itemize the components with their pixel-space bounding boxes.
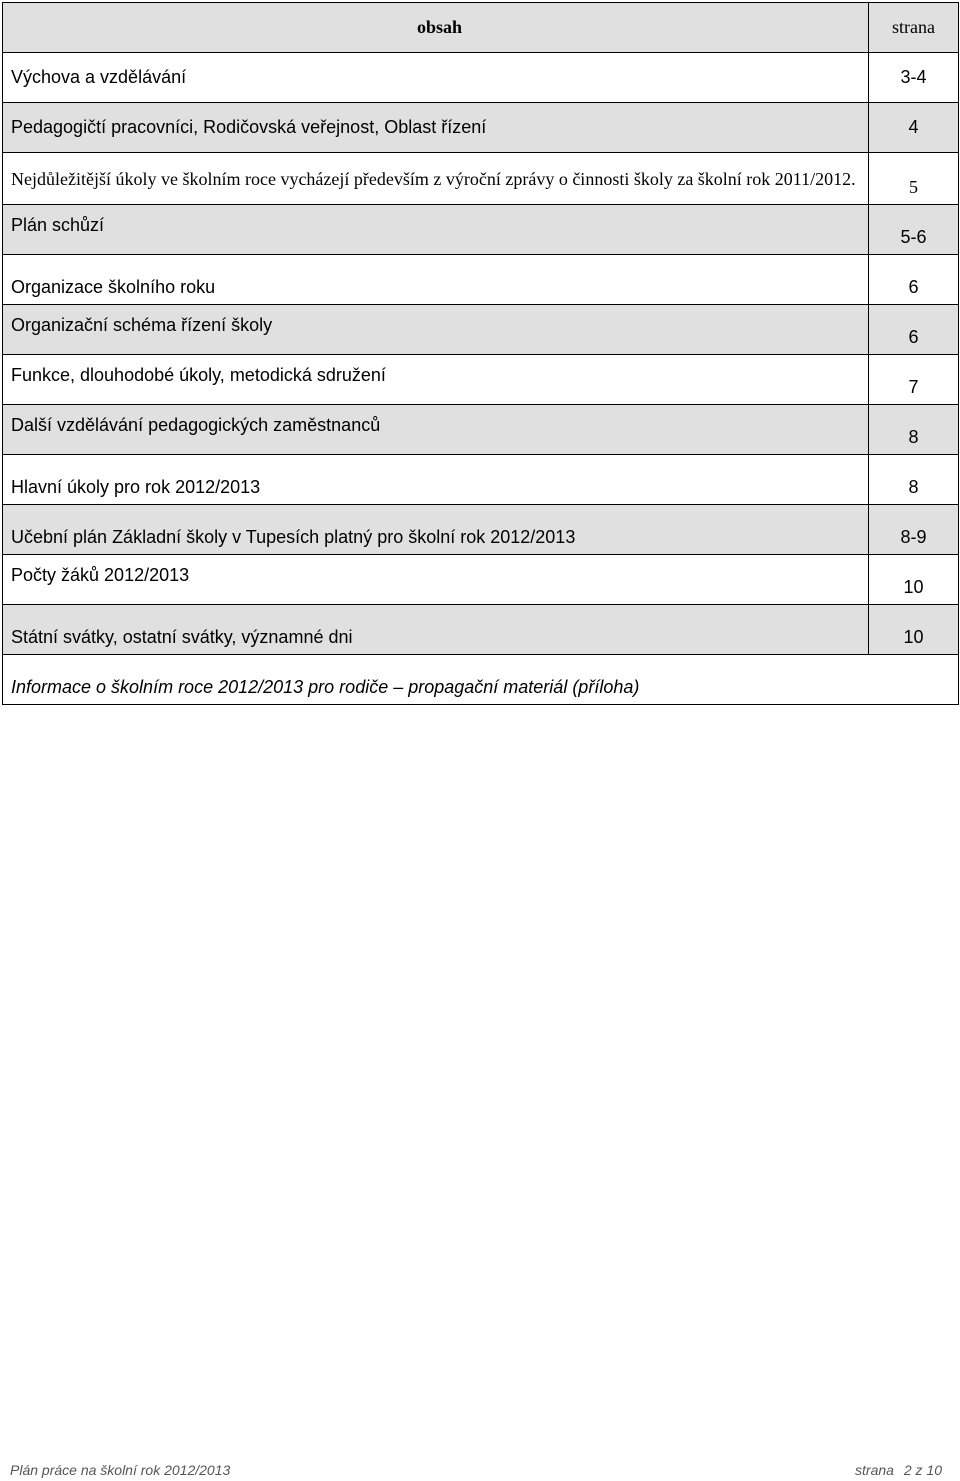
toc-row	[3, 605, 959, 655]
toc-row	[3, 355, 959, 405]
toc-row	[3, 205, 959, 255]
footer-page-number	[849, 1462, 942, 1478]
toc-row	[3, 655, 959, 705]
toc-row-title: Informace o školním roce 2012/2013 pro rodiče – propagační materiál (příloha)	[3, 655, 959, 705]
toc-row-page: 8	[869, 405, 959, 455]
toc-row-title: Organizační schéma řízení školy	[3, 305, 869, 355]
footer-document-title: Plán práce na školní rok 2012/2013	[10, 1462, 231, 1478]
toc-row-title: Počty žáků 2012/2013	[3, 555, 869, 605]
toc-row-title: Další vzdělávání pedagogických zaměstnanců	[3, 405, 869, 455]
toc-row	[3, 405, 959, 455]
toc-row-page: 3-4	[869, 53, 959, 103]
toc-row-title: Výchova a vzdělávání	[3, 53, 869, 103]
toc-row-title: Učební plán Základní školy v Tupesích platný pro školní rok 2012/2013	[3, 505, 869, 555]
toc-row	[3, 455, 959, 505]
toc-row-title: Hlavní úkoly pro rok 2012/2013	[3, 455, 869, 505]
toc-row	[3, 103, 959, 153]
toc-heading: obsah	[3, 3, 869, 53]
toc-row-page: 8	[869, 455, 959, 505]
toc-row-page: 6	[869, 255, 959, 305]
toc-row-title: Státní svátky, ostatní svátky, významné dni	[3, 605, 869, 655]
toc-row-page: 5	[869, 153, 959, 205]
toc-row	[3, 555, 959, 605]
toc-row-page: 6	[869, 305, 959, 355]
toc-row-page: 10	[869, 555, 959, 605]
toc-row-title: Plán schůzí	[3, 205, 869, 255]
toc-row-page: 5-6	[869, 205, 959, 255]
toc-row	[3, 53, 959, 103]
toc-row	[3, 255, 959, 305]
footer-page-value: 2 z 10	[903, 1462, 942, 1478]
toc-row-title: Funkce, dlouhodobé úkoly, metodická sdružení	[3, 355, 869, 405]
toc-row-page: 10	[869, 605, 959, 655]
toc-row-title: Organizace školního roku	[3, 255, 869, 305]
toc-row-title: Pedagogičtí pracovníci, Rodičovská veřejnost, Oblast řízení	[3, 103, 869, 153]
toc-row	[3, 153, 959, 205]
toc-header-row	[3, 3, 959, 53]
table-of-contents	[2, 2, 959, 705]
toc-row	[3, 305, 959, 355]
toc-page-heading: strana	[869, 3, 959, 53]
toc-row	[3, 505, 959, 555]
toc-row-page: 4	[869, 103, 959, 153]
toc-row-title: Nejdůležitější úkoly ve školním roce vycházejí především z výroční zprávy o činnosti školy za školní rok 2011/2012.	[3, 153, 869, 205]
footer-page-label: strana	[855, 1462, 894, 1478]
toc-row-page: 7	[869, 355, 959, 405]
toc-row-page: 8-9	[869, 505, 959, 555]
